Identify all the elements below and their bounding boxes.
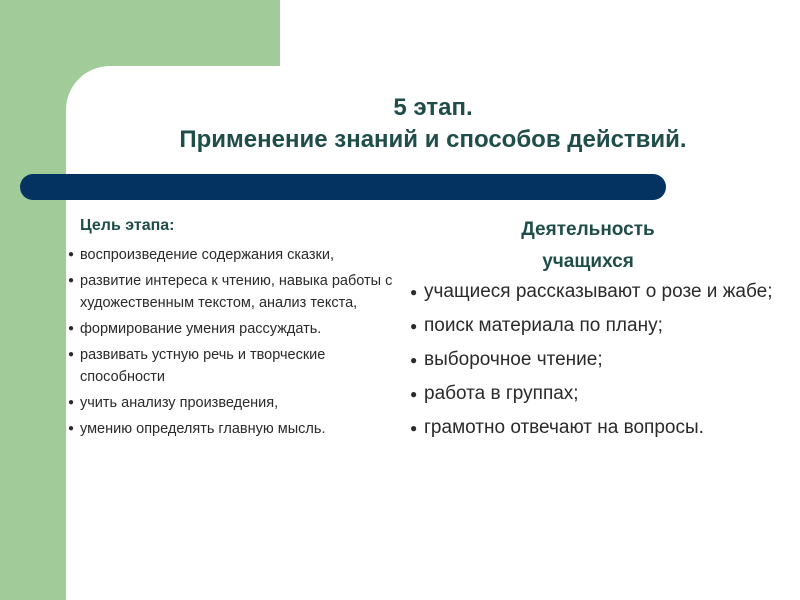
goals-column	[66, 214, 396, 444]
activity-item-text: выборочное чтение;	[424, 349, 603, 370]
bullet-icon: ●	[410, 421, 418, 435]
activity-item	[408, 414, 788, 442]
goals-list	[66, 244, 396, 440]
goal-item	[66, 418, 396, 440]
activities-heading-line2: учащихся	[542, 251, 634, 272]
activities-column	[408, 214, 788, 448]
activity-item	[408, 278, 788, 306]
slide-title	[66, 92, 800, 156]
bullet-icon: ●	[68, 323, 75, 334]
goal-item	[66, 318, 396, 340]
goal-item	[66, 270, 396, 314]
activity-item	[408, 380, 788, 408]
bullet-icon: ●	[410, 285, 418, 299]
goal-item-text: формирование умения рассуждать.	[80, 321, 322, 337]
activity-item-text: учащиеся рассказывают о розе и жабе;	[424, 281, 773, 302]
bullet-icon: ●	[410, 353, 418, 367]
bullet-icon: ●	[68, 397, 75, 408]
activity-item-text: грамотно отвечают на вопросы.	[424, 417, 704, 438]
activities-list	[408, 278, 788, 442]
goal-item	[66, 392, 396, 414]
goal-item-text: развитие интереса к чтению, навыка работы с художественным текстом, анализ текста,	[80, 273, 393, 311]
activity-item-text: поиск материала по плану;	[424, 315, 663, 336]
goal-item	[66, 244, 396, 266]
green-side-strip	[0, 0, 66, 600]
goals-heading: Цель этапа:	[80, 217, 175, 234]
activity-item	[408, 346, 788, 374]
activity-item	[408, 312, 788, 340]
goal-item-text: воспроизведение содержания сказки,	[80, 247, 335, 263]
goal-item-text: учить анализу произведения,	[80, 395, 279, 411]
goal-item-text: умению определять главную мысль.	[80, 421, 326, 437]
bullet-icon: ●	[68, 349, 75, 360]
goal-item-text: развивать устную речь и творческие способности	[80, 347, 326, 385]
goal-item	[66, 344, 396, 388]
bullet-icon: ●	[410, 319, 418, 333]
slide-title-line1: 5 этап.	[393, 94, 473, 121]
title-divider-bar	[20, 174, 666, 200]
slide-title-line2: Применение знаний и способов действий.	[179, 126, 687, 153]
activity-item-text: работа в группах;	[424, 383, 579, 404]
activities-heading-line1: Деятельность	[521, 219, 655, 240]
bullet-icon: ●	[410, 387, 418, 401]
bullet-icon: ●	[68, 249, 75, 260]
bullet-icon: ●	[68, 275, 75, 286]
bullet-icon: ●	[68, 423, 75, 434]
